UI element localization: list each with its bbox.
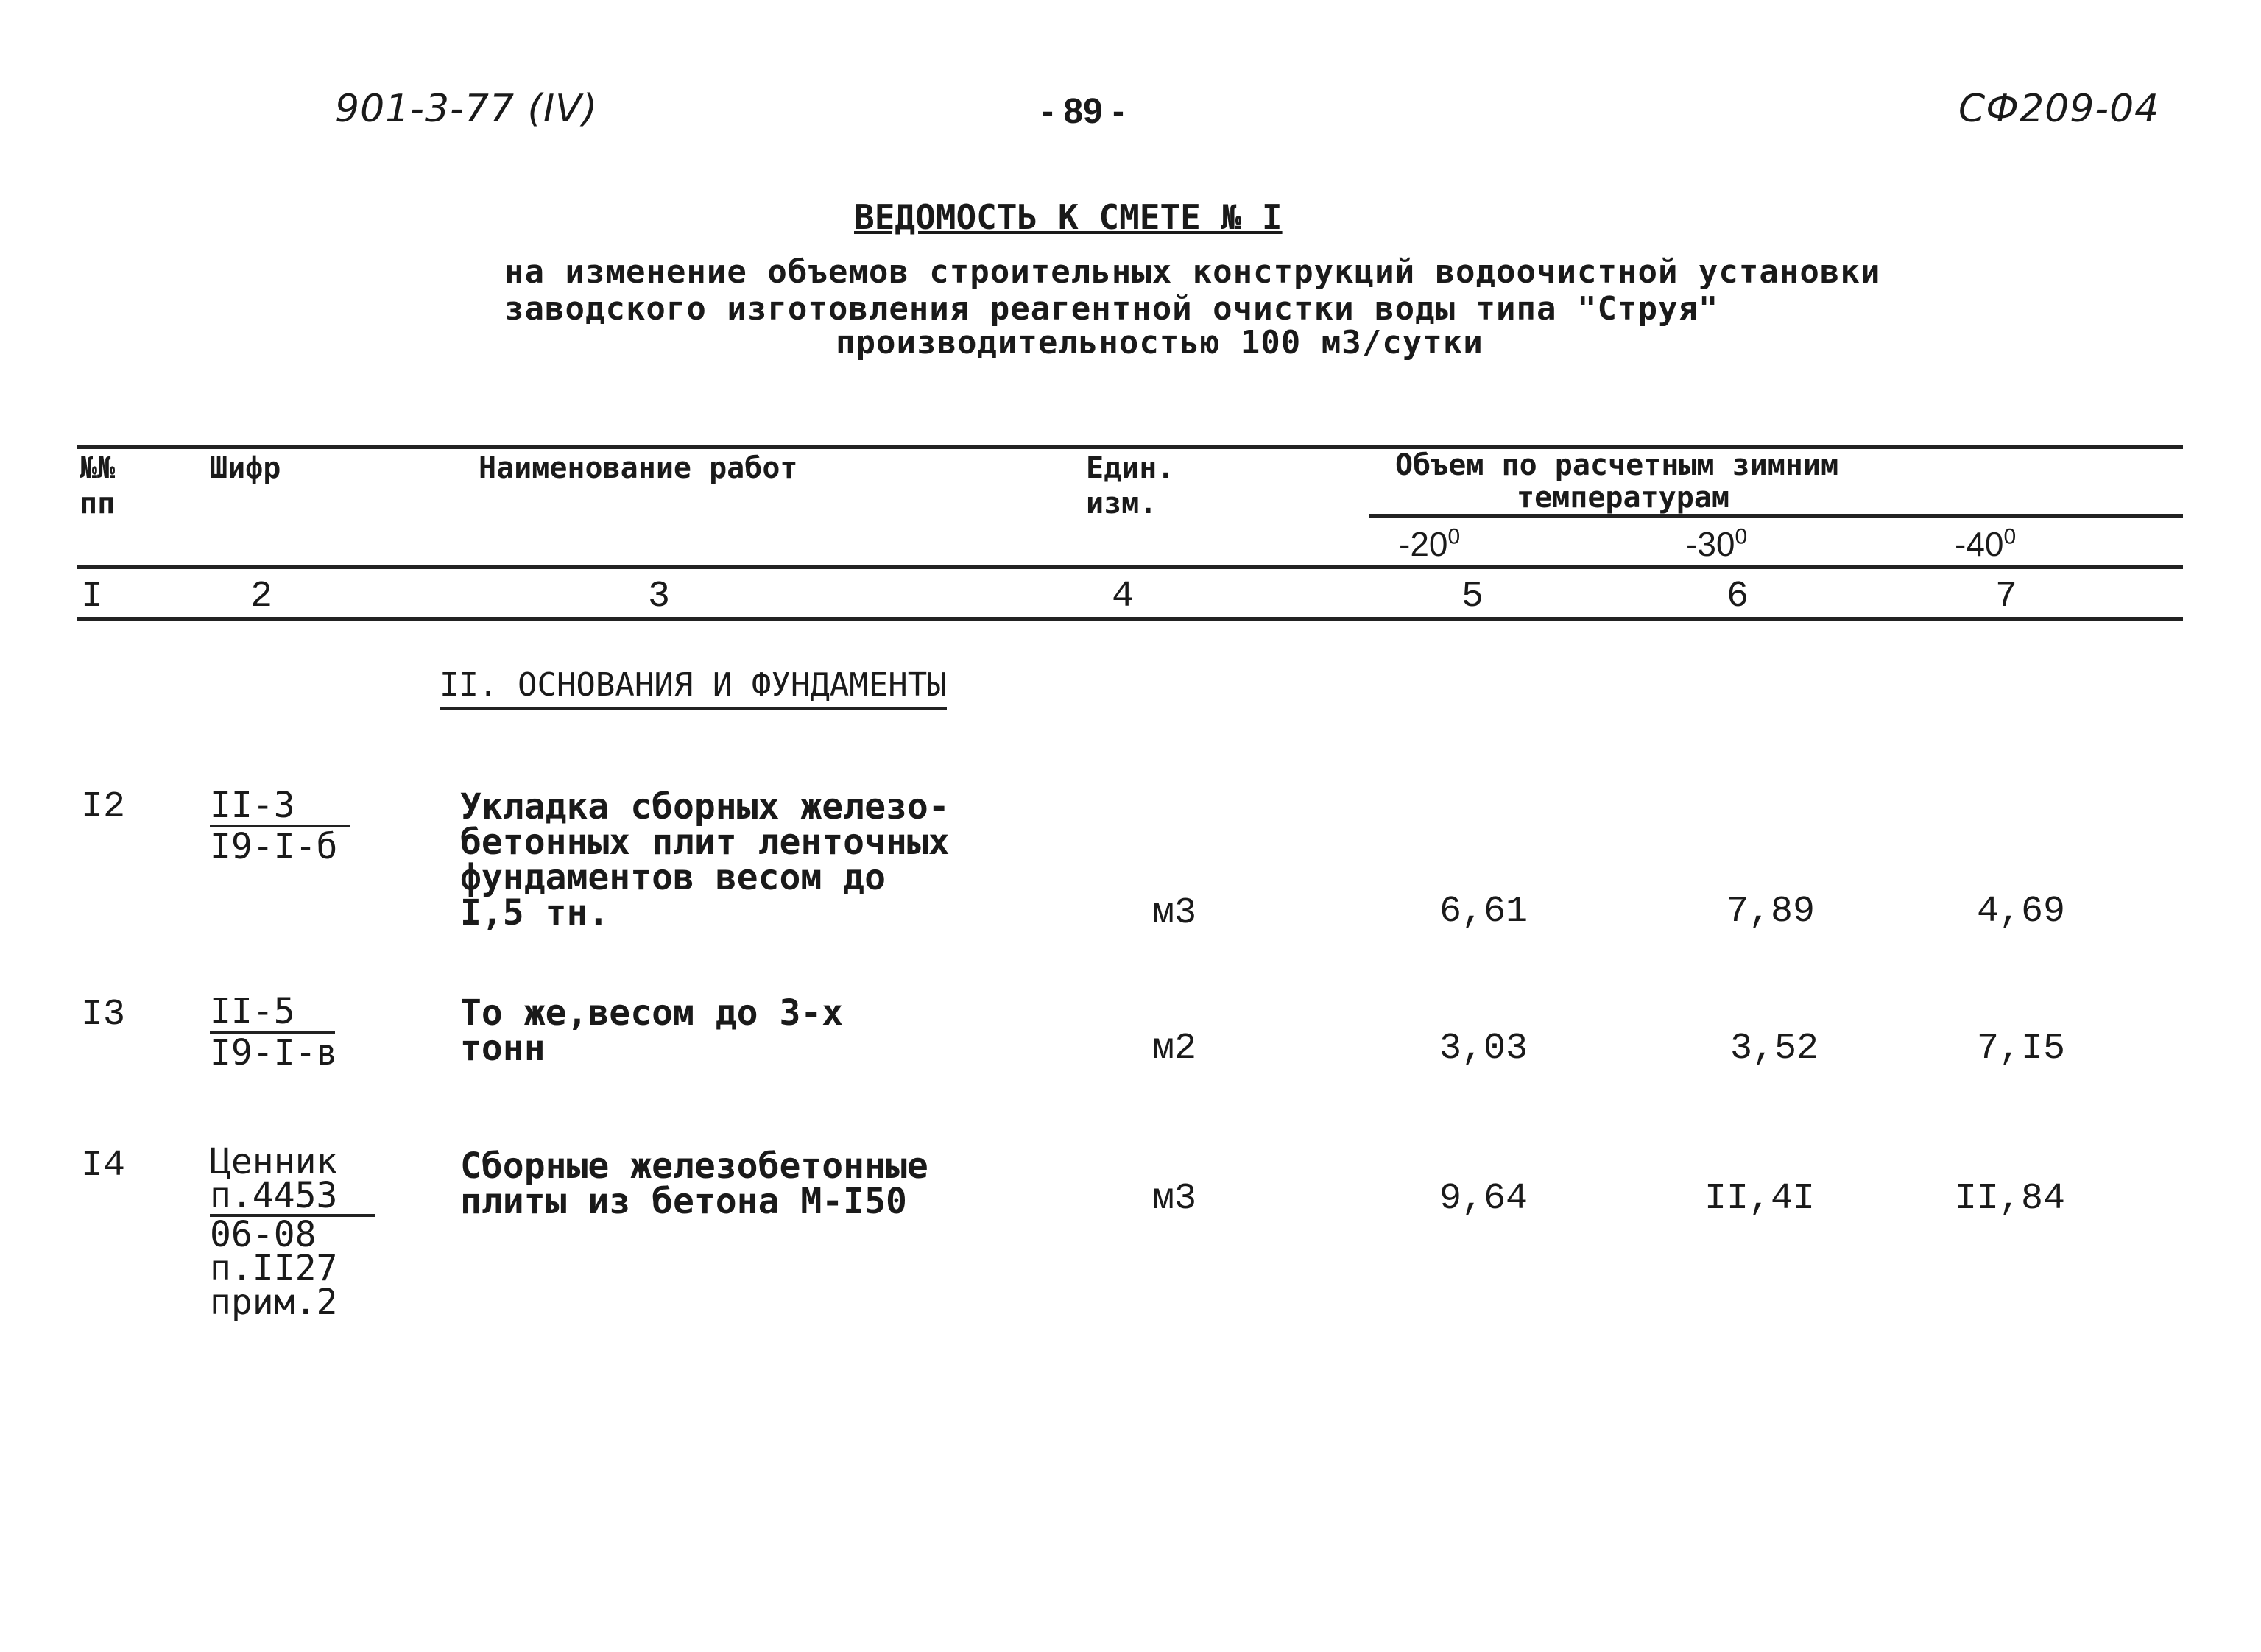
row-code-bottom: I9-I-в [210, 1032, 338, 1073]
row-unit: м3 [1152, 892, 1197, 934]
row-value-40: 4,69 [1977, 891, 2066, 933]
row-value-20: 6,61 [1439, 891, 1528, 933]
row-name-line: плиты из бетона М-I50 [460, 1181, 907, 1222]
row-name [460, 786, 950, 933]
title-line-1: на изменение объемов строительных конструкций водоочистной установки [504, 253, 1881, 291]
document-code-right: СФ209-04 [1958, 87, 2160, 131]
row-value-30: 7,89 [1726, 891, 1816, 933]
row-name-line: I,5 тн. [460, 892, 610, 933]
row-code-bottom: I9-I-б [210, 826, 338, 867]
row-value-20: 9,64 [1439, 1178, 1528, 1220]
row-value-20: 3,03 [1439, 1028, 1528, 1070]
section-title: II. ОСНОВАНИЯ И ФУНДАМЕНТЫ [440, 666, 947, 710]
header-temp-20 [1399, 524, 1460, 564]
row-code-extra: прим.2 [210, 1282, 338, 1323]
row-name-line: бетонных плит ленточных [460, 822, 950, 863]
row-name [460, 1146, 928, 1222]
degree-mark: 0 [2003, 524, 2017, 549]
row-name-line: Укладка сборных железо- [460, 786, 950, 827]
title-line-2: заводского изготовления реагентной очистки воды типа "Струя" [504, 290, 1719, 328]
page-number: - 89 - [1042, 92, 1125, 131]
row-number: I3 [81, 994, 126, 1036]
header-group-title: Объем по расчетным зимним [1395, 448, 1839, 482]
header-col-unit [1086, 451, 1174, 521]
row-code [210, 991, 338, 1073]
degree-mark: 0 [1447, 524, 1461, 549]
document-code-left: 901-3-77 (IV) [335, 87, 599, 131]
header-col-name: Наименование работ [479, 451, 798, 485]
degree-mark: 0 [1735, 524, 1748, 549]
row-value-40: 7,I5 [1977, 1028, 2066, 1070]
header-col-code: Шифр [210, 451, 281, 485]
row-name-line: То же,весом до 3-х [460, 992, 844, 1034]
row-code [210, 785, 350, 867]
row-number: I4 [81, 1145, 126, 1187]
row-name [460, 992, 844, 1069]
col-number-3: 3 [648, 576, 671, 618]
row-name-line: фундаментов весом до [460, 857, 886, 898]
row-unit: м2 [1152, 1028, 1197, 1070]
header-col-no-line1: №№ [80, 451, 116, 485]
col-number-2: 2 [250, 576, 273, 618]
header-temp-40 [1955, 524, 2016, 564]
col-number-1: I [81, 576, 104, 618]
col-number-4: 4 [1112, 576, 1135, 618]
col-number-7: 7 [1995, 576, 2018, 618]
row-unit: м3 [1152, 1178, 1197, 1220]
header-bottom-rule [77, 565, 2183, 569]
statement-title: ВЕДОМОСТЬ К СМЕТЕ № I [854, 197, 1283, 237]
row-value-30: 3,52 [1730, 1028, 1819, 1070]
header-col-no [80, 451, 115, 521]
row-number: I2 [81, 786, 126, 828]
row-code-bottom: 06-08 [210, 1214, 317, 1255]
header-col-unit-line2: изм. [1086, 487, 1157, 520]
row-code-top: II-3 [210, 788, 350, 827]
row-name-line: Сборные железобетонные [460, 1146, 928, 1187]
header-temp-40-value: -40 [1955, 525, 2004, 563]
header-temp-30-value: -30 [1686, 525, 1735, 563]
row-code [210, 1141, 375, 1323]
title-line-3: производительностью 100 м3/сутки [836, 324, 1484, 361]
row-code-top: Ценник п.4453 [210, 1145, 375, 1217]
header-group-subtitle: температурам [1517, 481, 1729, 515]
row-value-40: II,84 [1955, 1178, 2066, 1220]
col-number-6: 6 [1726, 576, 1749, 618]
header-col-unit-line1: Един. [1086, 451, 1175, 485]
header-temp-30 [1686, 524, 1747, 564]
row-code-top: II-5 [210, 994, 335, 1034]
row-name-line: тонн [460, 1028, 546, 1069]
group-rule [1369, 514, 2183, 518]
header-col-no-line2: пп [80, 487, 116, 520]
header-temp-20-value: -20 [1399, 525, 1448, 563]
col-number-5: 5 [1461, 576, 1484, 618]
row-value-30: II,4I [1704, 1178, 1816, 1220]
row-code-extra: п.II27 [210, 1248, 338, 1289]
table-top-rule [77, 445, 2183, 449]
